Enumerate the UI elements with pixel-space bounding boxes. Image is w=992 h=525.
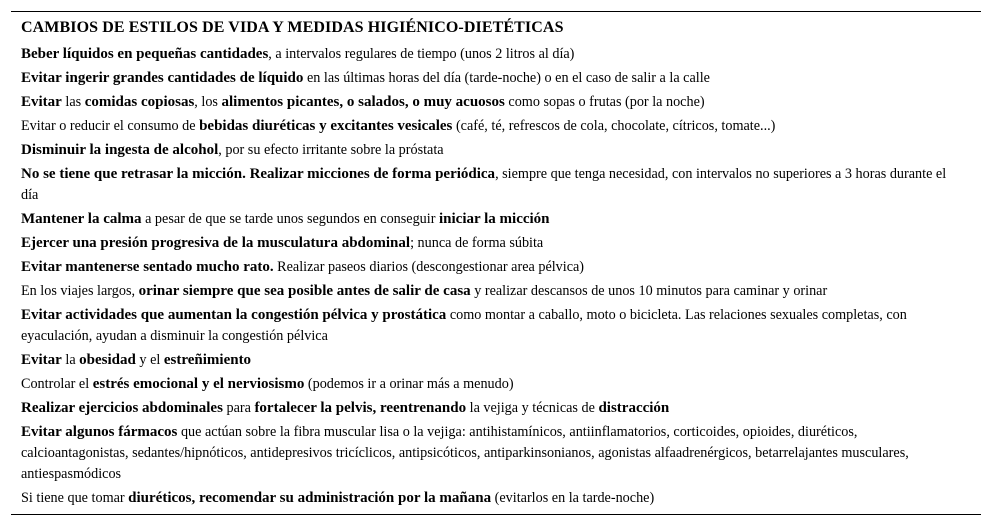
- table-row: [21, 303, 956, 348]
- table-row: [21, 279, 956, 303]
- row-text-bold: Evitar actividades que aumentan la congestión pélvica y prostática: [21, 306, 447, 323]
- table-row: [21, 66, 956, 90]
- row-text-bold: estrés emocional y el nerviosismo: [92, 375, 305, 392]
- row-text-bold: Mantener la calma: [21, 210, 142, 227]
- table-row: [21, 396, 956, 420]
- table-row: [21, 138, 956, 162]
- row-text-bold: Beber líquidos en pequeñas cantidades: [21, 45, 269, 62]
- table-body: [21, 42, 981, 510]
- row-text-bold: Evitar: [21, 351, 62, 368]
- table-row: [21, 207, 956, 231]
- recommendations-table: [11, 11, 981, 515]
- row-text: y el: [135, 351, 164, 368]
- row-text: (podemos ir a orinar más a menudo): [304, 375, 514, 392]
- row-text: , por su efecto irritante sobre la próstata: [218, 141, 444, 158]
- row-text: Si tiene que tomar: [21, 489, 129, 506]
- row-text-bold: obesidad: [79, 351, 136, 368]
- row-text: , los: [194, 93, 222, 110]
- table-row: [21, 420, 956, 486]
- row-text: Realizar paseos diarios (descongestionar area pélvica): [273, 258, 585, 275]
- table-row: [21, 255, 956, 279]
- row-text-bold: iniciar la micción: [438, 210, 550, 227]
- row-text: las: [61, 93, 85, 110]
- row-text-bold: No se tiene que retrasar la micción. Realizar micciones de forma periódica: [21, 165, 496, 182]
- row-text: ; nunca de forma súbita: [410, 234, 544, 251]
- row-text: que actúan sobre la fibra muscular lisa o la vejiga: antihistamínicos, antiinflamatorios, corticoides, opioides, diuréticos, calcioantagonistas, sedantes/hipnóticos, antidepresivos tricíclicos, antipsicóticos, antiparkinsonianos, agonistas alfaadrenérgicos, betarrelajantes musculares, antiespasmódicos: [21, 423, 909, 482]
- row-text-bold: bebidas diuréticas y excitantes vesicales: [199, 117, 453, 134]
- row-text: la: [61, 351, 80, 368]
- row-text-bold: fortalecer la pelvis, reentrenando: [254, 399, 467, 416]
- row-text-bold: Evitar ingerir grandes cantidades de líquido: [21, 69, 304, 86]
- table-row: [21, 114, 956, 138]
- row-text-bold: Evitar mantenerse sentado mucho rato.: [21, 258, 274, 275]
- table-row: [21, 486, 956, 510]
- row-text-bold: estreñimiento: [163, 351, 252, 368]
- row-text: Evitar o reducir el consumo de: [21, 117, 200, 134]
- row-text-bold: distracción: [598, 399, 670, 416]
- table-title: CAMBIOS DE ESTILOS DE VIDA Y MEDIDAS HIGIÉNICO-DIETÉTICAS: [21, 19, 564, 36]
- row-text: (evitarlos en la tarde-noche): [491, 489, 655, 506]
- row-text: Controlar el: [21, 375, 93, 392]
- row-text-bold: alimentos picantes, o salados, o muy acuosos: [221, 93, 505, 110]
- row-text: En los viajes largos,: [21, 282, 139, 299]
- row-text: como montar a caballo, moto o bicicleta. Las relaciones sexuales completas, con eyaculación, ayudan a disminuir la congestión pélvica: [21, 306, 907, 344]
- table-row: [21, 42, 956, 66]
- table-row: [21, 372, 956, 396]
- row-text-bold: comidas copiosas: [84, 93, 195, 110]
- row-text-bold: diuréticos, recomendar su administración por la mañana: [128, 489, 492, 506]
- row-text-bold: Realizar ejercicios abdominales: [21, 399, 223, 416]
- row-text: y realizar descansos de unos 10 minutos para caminar y orinar: [470, 282, 828, 299]
- row-text-bold: Ejercer una presión progresiva de la musculatura abdominal: [21, 234, 411, 251]
- row-text: en las últimas horas del día (tarde-noche) o en el caso de salir a la calle: [303, 69, 710, 86]
- table-row: [21, 231, 956, 255]
- row-text: , a intervalos regulares de tiempo (unos 2 litros al día): [268, 45, 575, 62]
- table-row: [21, 348, 956, 372]
- row-text-bold: orinar siempre que sea posible antes de salir de casa: [138, 282, 471, 299]
- row-text-bold: Evitar: [21, 93, 62, 110]
- row-text: , siempre que tenga necesidad, con intervalos no superiores a 3 horas durante el día: [21, 165, 947, 203]
- row-text: como sopas o frutas (por la noche): [504, 93, 705, 110]
- row-text: la vejiga y técnicas de: [466, 399, 599, 416]
- row-text-bold: Disminuir la ingesta de alcohol: [21, 141, 219, 158]
- row-text: (café, té, refrescos de cola, chocolate, cítricos, tomate...): [452, 117, 776, 134]
- row-text: para: [222, 399, 255, 416]
- row-text-bold: Evitar algunos fármacos: [21, 423, 178, 440]
- table-row: [21, 90, 956, 114]
- row-text: a pesar de que se tarde unos segundos en conseguir: [141, 210, 439, 227]
- table-row: [21, 162, 956, 207]
